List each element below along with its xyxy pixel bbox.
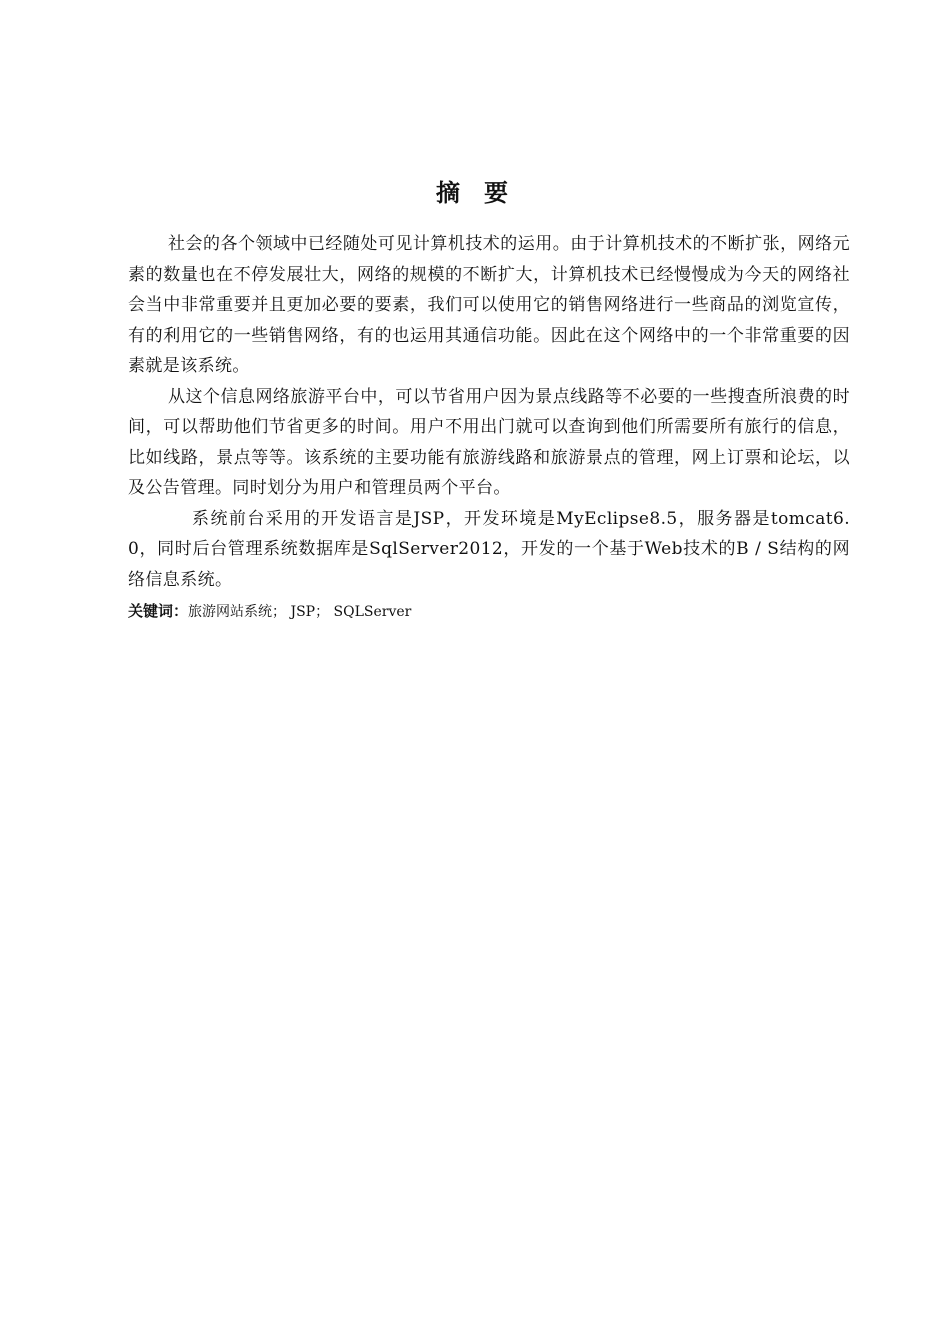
abstract-paragraph-1: 社会的各个领域中已经随处可见计算机技术的运用。由于计算机技术的不断扩张，网络元素的数量也在不停发展壮大，网络的规模的不断扩大，计算机技术已经慢慢成为今天的网络社会当中非常重要并且更加必要的要素，我们可以使用它的销售网络进行一些商品的浏览宣传，有的利用它的一些销售网络，有的也运用其通信功能。因此在这个网络中的一个非常重要的因素就是该系统。: [128, 234, 850, 376]
keywords-label: 关键词：: [128, 602, 189, 620]
abstract-paragraph-3: 系统前台采用的开发语言是JSP，开发环境是MyEclipse8.5，服务器是tomcat6.0，同时后台管理系统数据库是SqlServer2012，开发的一个基于Web技术的B / S结构的网络信息系统。: [128, 508, 850, 590]
abstract-title: 摘要: [436, 179, 532, 207]
keywords-line: [128, 599, 850, 624]
abstract-paragraph-2: 从这个信息网络旅游平台中，可以节省用户因为景点线路等不必要的一些搜查所浪费的时间，可以帮助他们节省更多的时间。用户不用出门就可以查询到他们所需要所有旅行的信息，比如线路，景点等等。该系统的主要功能有旅游线路和旅游景点的管理，网上订票和论坛，以及公告管理。同时划分为用户和管理员两个平台。: [128, 386, 850, 498]
keywords-value: 旅游网站系统； JSP； SQLServer: [188, 604, 412, 620]
abstract-body: [128, 229, 850, 624]
